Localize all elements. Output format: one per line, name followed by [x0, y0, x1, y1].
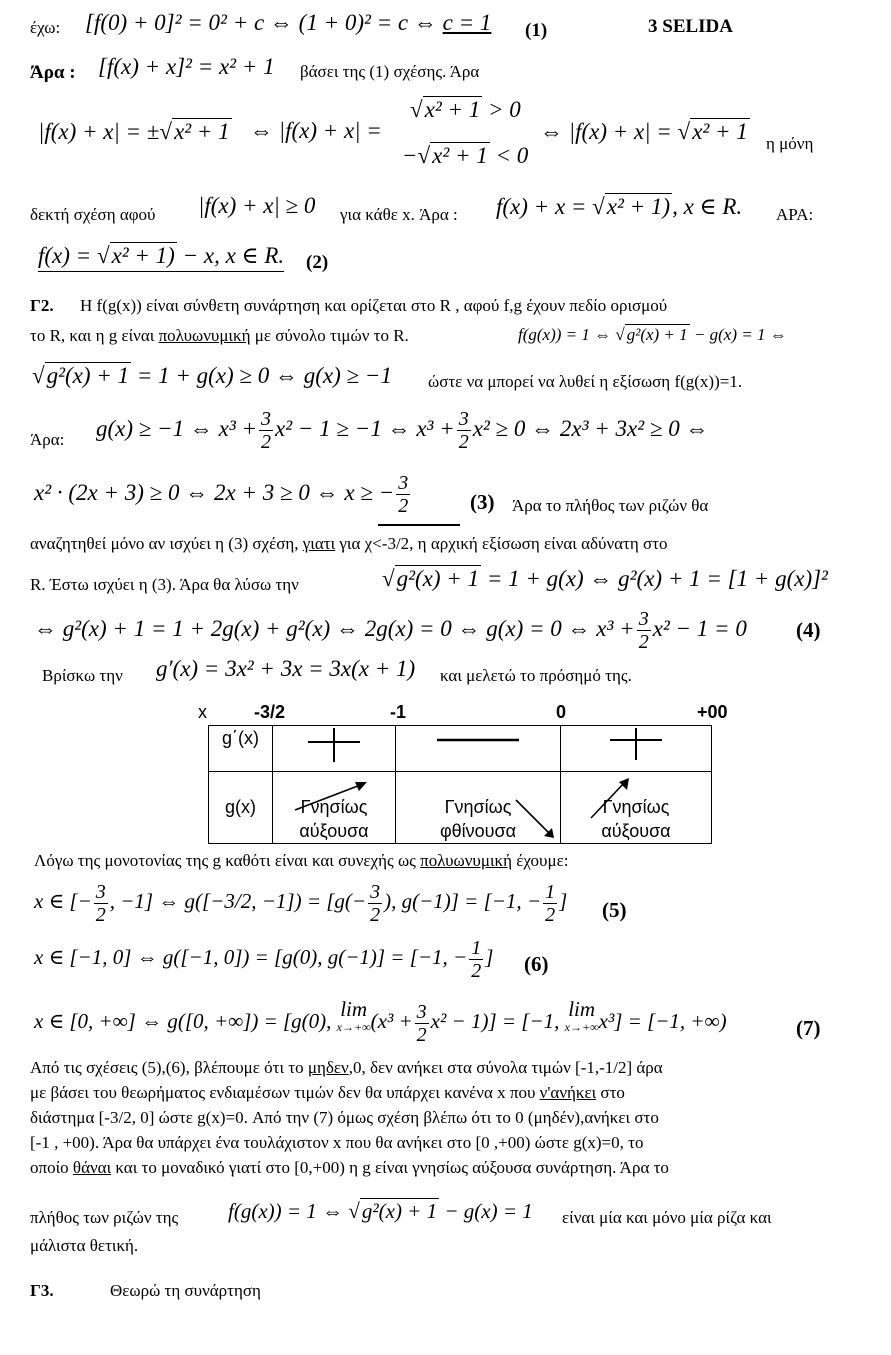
g2-p4-math: g(x) ≥ −1 ⇔ x³ + $\frac{3}{2}$ x² − 1 ≥ −1 ⇔ x³ + $\frac{3}{2}$ x² ≥ 0 ⇔ 2x³ + 3x² ≥ 0 ⇔ — [96, 408, 709, 454]
abs-eq-result: ⇔ |f(x) + x| = √x² + 1 — [540, 119, 748, 144]
eq-6: x ∈ [−1, 0] ⇔ g([−1, 0]) = [g(0), g(−1)] = [−1, − $\frac{1}{2}$ ] — [34, 936, 494, 982]
g-cell-3-line1: Γνησίως — [602, 796, 670, 817]
underline-mark — [378, 524, 460, 526]
eq-7: x ∈ [0, +∞] ⇔ g([0, +∞]) = [g(0), lim x→+∞ (x³ + $\frac{3}{2}$ x² − 1)] = [−1, lim x→+∞ x³] = [−1, +∞) — [34, 997, 727, 1046]
sign-table-point-3: 0 — [556, 702, 567, 722]
para-line-6-text: πλήθος των ριζών της — [30, 1208, 179, 1227]
sign-table-point-4: +00 — [697, 702, 728, 722]
arrow-up-icon — [587, 776, 635, 822]
sign-table-x-label: x — [198, 702, 207, 722]
g2-p8-math: ⇔ g²(x) + 1 = 1 + 2g(x) + g²(x) ⇔ 2g(x) = 0 ⇔ g(x) = 0 ⇔ x³ + $\frac{3}{2}$ x² − 1 = 0 — [34, 608, 747, 654]
g2-p5-text: Άρα το πλήθος των ριζών θα — [512, 496, 709, 515]
g2-p9-text2: και μελετώ το πρόσημό της. — [440, 666, 632, 685]
g-cell-2 — [396, 772, 561, 844]
line1-math: [f(0) + 0]² = 0² + c ⇔ (1 + 0)² = c ⇔ c = 1 — [85, 10, 492, 35]
tag-6: (6) — [524, 952, 549, 976]
tag-1: (1) — [525, 20, 548, 41]
g2-p7-text: R. Έστω ισχύει η (3). Άρα θα λύσω την — [30, 575, 299, 594]
g-cell-1-line2: αύξουσα — [299, 820, 369, 841]
g2-p6: αναζητηθεί μόνο αν ισχύει η (3) σχέση, γιατι για χ<-3/2, η αρχική εξίσωση είναι αδύνατη στο — [30, 534, 668, 553]
g2-p1: Η f(g(x)) είναι σύνθετη συνάρτηση και ορίζεται στο R , αφού f,g έχουν πεδίο ορισμού — [80, 296, 668, 315]
para-line-1: Από τις σχέσεις (5),(6), βλέπουμε ότι το μηδεν,0, δεν ανήκει στα σύνολα τιμών [-1,-1/2] άρα — [30, 1058, 663, 1077]
tag-2: (2) — [306, 252, 329, 273]
line4-math2: f(x) + x = √x² + 1), x ∈ R. — [496, 194, 743, 219]
g-cell-3-line2: αύξουσα — [601, 820, 671, 841]
sign-plus-1 — [273, 726, 396, 772]
line4-math1: |f(x) + x| ≥ 0 — [198, 193, 316, 218]
g2-label: Γ2. — [30, 296, 54, 315]
plus-sign-icon — [606, 726, 666, 766]
tag-5: (5) — [602, 898, 627, 922]
g2-p2-math: f(g(x)) = 1 ⇔ √ g²(x) + 1 − g(x) = 1 ⇔ — [518, 325, 787, 344]
arrow-up-icon — [291, 778, 371, 814]
g2-p2: το R, και η g είναι πολυωνυμική με σύνολο τιμών το R. — [30, 326, 409, 345]
abs-eq-math-2: ⇔ |f(x) + x| = — [250, 118, 382, 143]
arrow-down-icon — [514, 798, 558, 842]
para-line-6-math: f(g(x)) = 1 ⇔ √g²(x) + 1 − g(x) = 1 — [228, 1199, 533, 1223]
para-line-6-text2: είναι μία και μόνο μία ρίζα και — [562, 1208, 772, 1227]
g2-p7-math: √g²(x) + 1 = 1 + g(x) ⇔ g²(x) + 1 = [1 + g(x)]² — [382, 566, 828, 591]
g2-p9-text1: Βρίσκω την — [42, 666, 123, 685]
line4-text1: δεκτή σχέση αφού — [30, 205, 156, 224]
g2-p9-math: g′(x) = 3x² + 3x = 3x(x + 1) — [156, 656, 416, 681]
para-line-7: μάλιστα θετική. — [30, 1236, 139, 1255]
g-cell-1-line1: Γνησίως — [300, 796, 368, 817]
mono-intro: Λόγω της μονοτονίας της g καθότι είναι και συνεχής ως πολυωνυμική έχουμε: — [34, 851, 569, 870]
sign-minus — [396, 726, 561, 772]
g2-p5-math: x² · (2x + 3) ≥ 0 ⇔ 2x + 3 ≥ 0 ⇔ x ≥ − $\frac{3}{2}$ — [34, 472, 409, 518]
eq-5: x ∈ [− $\frac{3}{2}$ , −1] ⇔ g([−3/2, −1]) = [g(− $\frac{3}{2}$ ), g(−1)] = [−1, − $\frac{1}{2}$ ] — [34, 880, 568, 926]
tag-7: (7) — [796, 1016, 821, 1040]
case-positive: √x² + 1 > 0 — [410, 97, 521, 122]
g3-text: Θεωρώ τη συνάρτηση — [110, 1281, 261, 1300]
line4-text2: για κάθε x. Άρα : — [340, 205, 458, 224]
g-cell-1 — [273, 772, 396, 844]
g-cell-2-line1: Γνησίως — [444, 796, 512, 817]
tag-4: (4) — [796, 618, 821, 642]
g-cell-3 — [561, 772, 712, 844]
line2-math: [f(x) + x]² = x² + 1 — [98, 54, 275, 79]
abs-eq-math: |f(x) + x| = ±√x² + 1 — [38, 119, 230, 144]
sign-plus-2 — [561, 726, 712, 772]
sign-table-point-2: -1 — [390, 702, 407, 722]
tag-3: (3) — [470, 490, 495, 514]
sign-table-point-1: -3/2 — [254, 702, 286, 722]
result-f: f(x) = √x² + 1) − x, x ∈ R. — [38, 242, 284, 272]
c-equals-one: c = 1 — [442, 10, 492, 35]
row1-label: g΄(x) — [209, 726, 273, 772]
para-line-3: διάστημα [-3/2, 0] ώστε g(x)=0. Από την (7) όμως σχέση βλέπω ότι το 0 (μηδέν),ανήκει στο — [30, 1108, 659, 1127]
case-negative: −√x² + 1 < 0 — [402, 143, 529, 168]
line3-text: η μόνη — [766, 134, 814, 153]
para-line-5: οποίο θάναι και το μοναδικό γιατί στο [0,+00) η g είναι γνησίως αύξουσα συνάρτηση. Άρα το — [30, 1158, 669, 1177]
g2-p4-lead: Άρα: — [30, 430, 65, 449]
g-cell-2-line2: φθίνουσα — [439, 820, 517, 841]
line2-text: βάσει της (1) σχέσης. Άρα — [300, 62, 480, 81]
line4-text3: ΑΡΑ: — [776, 205, 814, 224]
g2-p3-text: ώστε να μπορεί να λυθεί η εξίσωση f(g(x))=1. — [428, 372, 743, 391]
g3-label: Γ3. — [30, 1281, 54, 1300]
page-label: 3 SELIDA — [648, 16, 733, 37]
minus-sign-icon — [433, 726, 523, 766]
para-line-2: με βάσει του θεωρήματος ενδιαμέσων τιμών δεν θα υπάρχει κανένα x που ν'ανήκει στο — [30, 1083, 625, 1102]
para-line-4: [-1 , +00). Άρα θα υπάρχει ένα τουλάχιστον x που θα ανήκει στο [0 ,+00) ώστε g(x)=0, το — [30, 1133, 644, 1152]
plus-sign-icon — [304, 726, 364, 766]
line2-lead: Άρα : — [30, 62, 76, 83]
sign-table — [208, 725, 712, 844]
line1-lead: έχω: — [30, 18, 61, 37]
row2-label: g(x) — [209, 772, 273, 844]
g2-p3-math: √g²(x) + 1 = 1 + g(x) ≥ 0 ⇔ g(x) ≥ −1 — [32, 363, 392, 388]
